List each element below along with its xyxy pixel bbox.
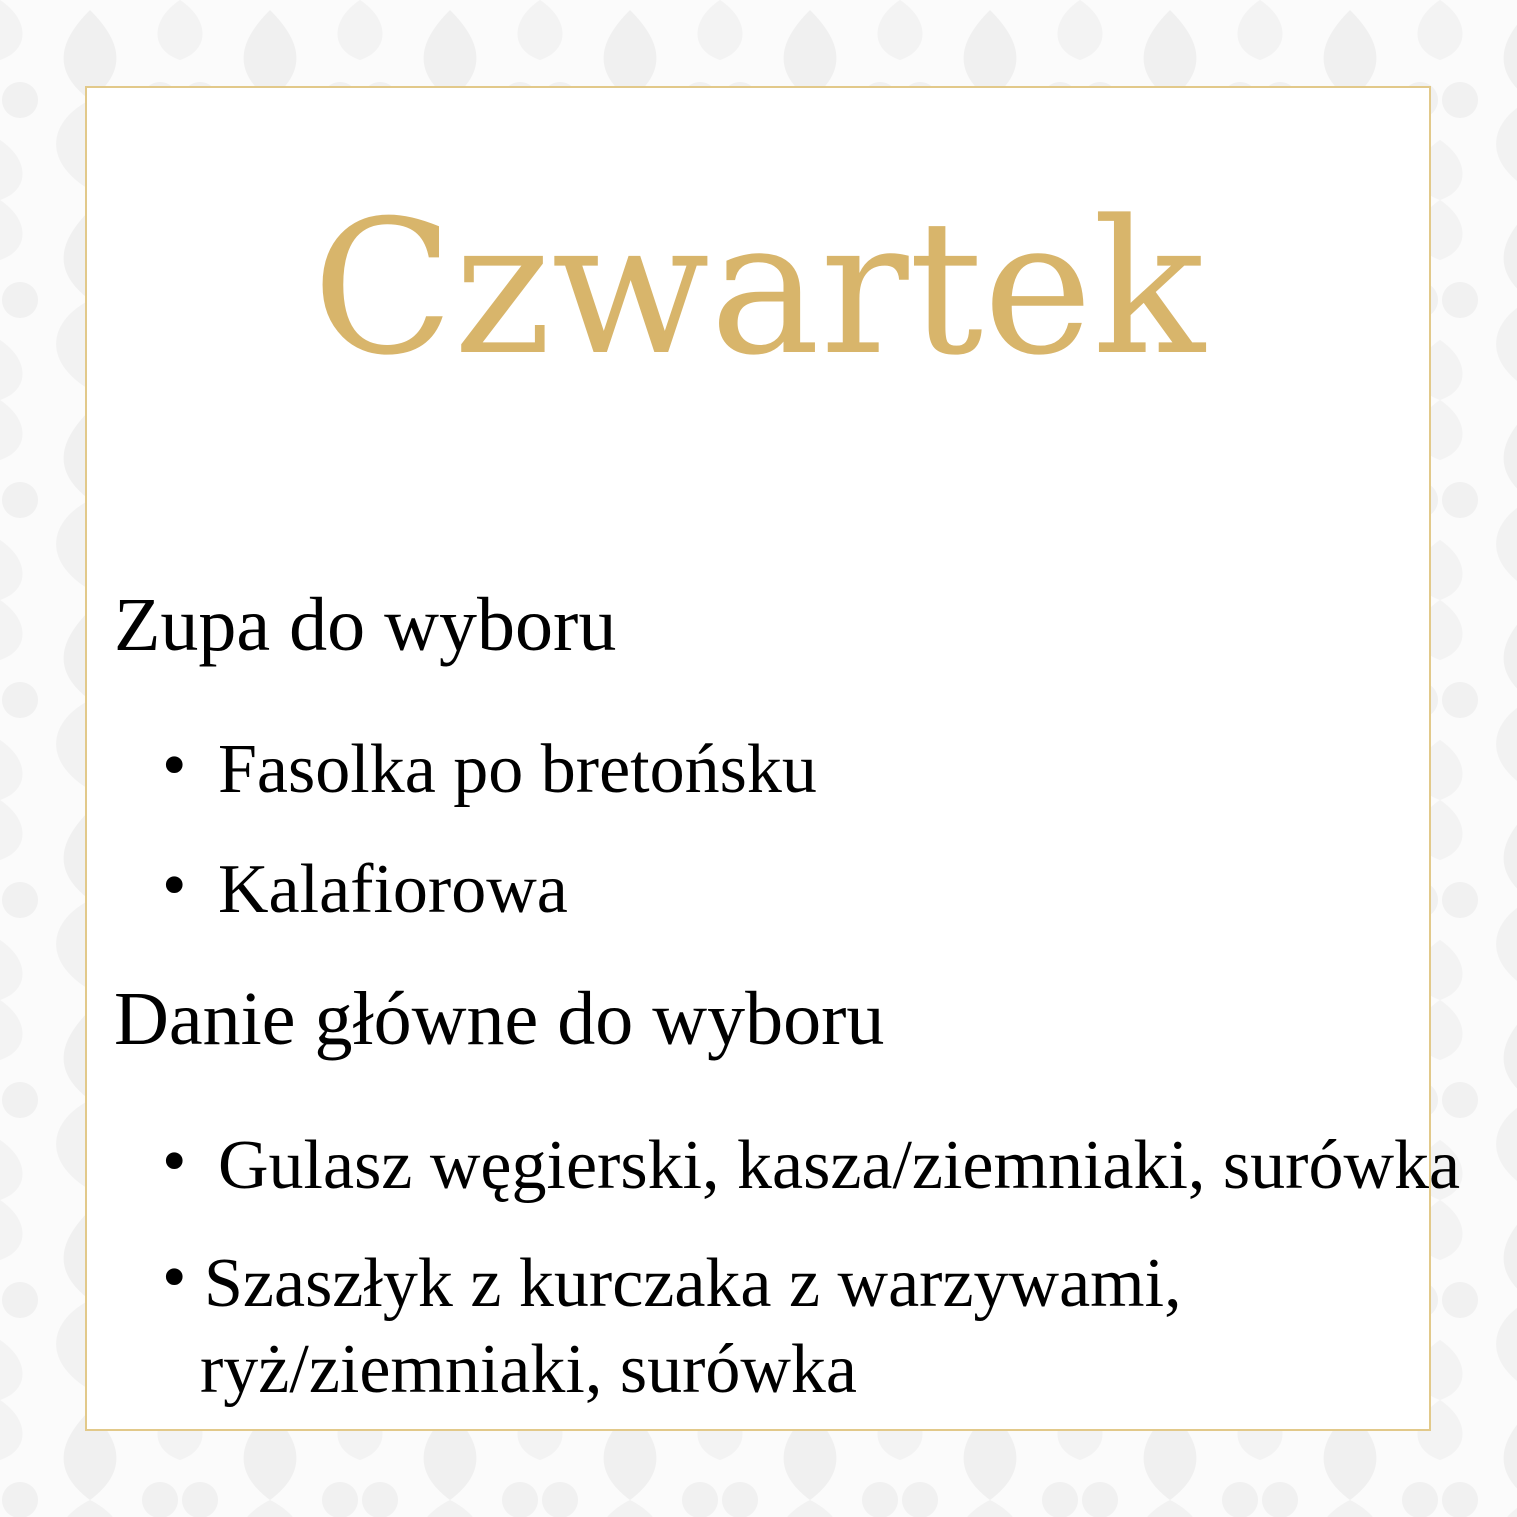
main-dish-item: Gulasz węgierski, kasza/ziemniaki, surówka: [218, 1127, 1461, 1204]
soup-item: Kalafiorowa: [218, 851, 568, 928]
section-heading-soup: Zupa do wyboru: [114, 583, 617, 667]
bullet-icon: •: [162, 1239, 187, 1316]
day-title: Czwartek: [312, 180, 1205, 396]
main-dish-item: Szaszłyk z kurczaka z warzywami,: [204, 1245, 1182, 1322]
bullet-icon: •: [162, 727, 187, 804]
section-heading-main: Danie główne do wyboru: [114, 977, 885, 1061]
main-dish-item-continuation: ryż/ziemniaki, surówka: [200, 1331, 858, 1408]
bullet-icon: •: [162, 1123, 187, 1200]
bullet-icon: •: [162, 847, 187, 924]
soup-item: Fasolka po bretońsku: [218, 731, 817, 808]
